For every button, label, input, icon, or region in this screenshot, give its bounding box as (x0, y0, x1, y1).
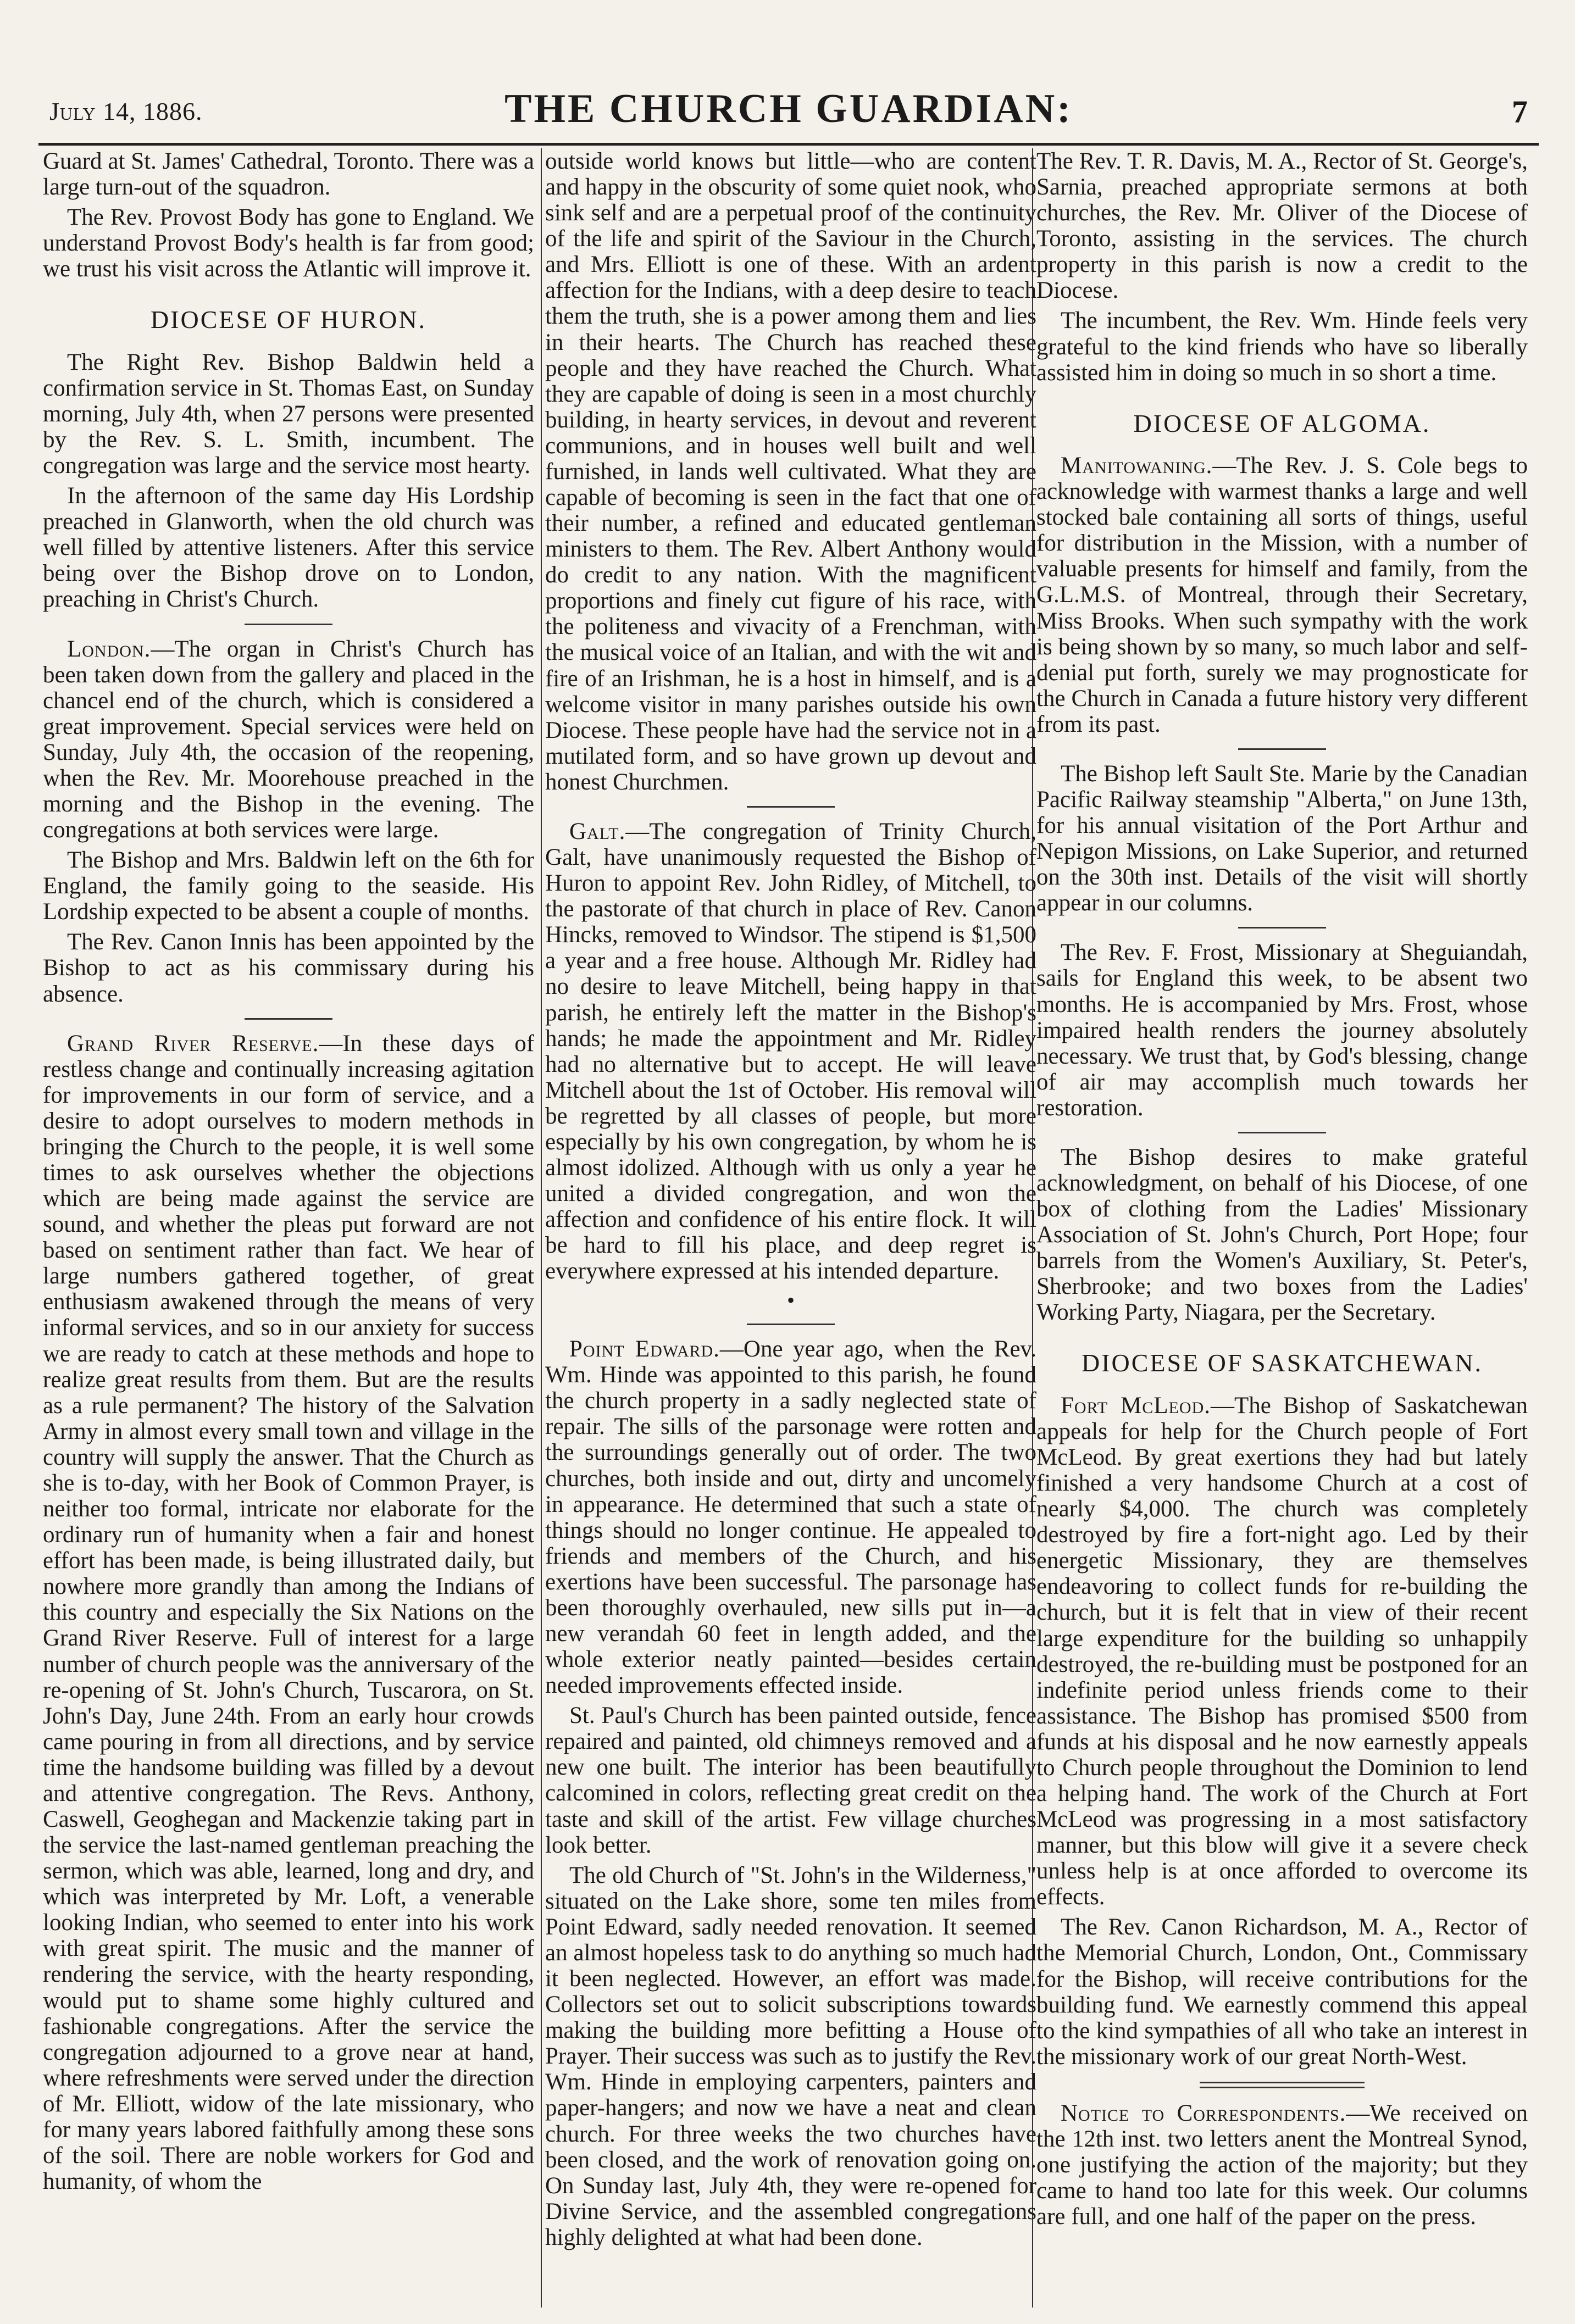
separator (1238, 1132, 1326, 1133)
column-3 (1036, 148, 1528, 2308)
column-2 (545, 148, 1036, 2308)
paragraph: The incumbent, the Rev. Wm. Hinde feels very grateful to the kind friends who have so liberally assisted him in doing so much in so short a time. (1036, 308, 1528, 386)
double-rule (1200, 2082, 1365, 2088)
item-lead: Manitowaning. (1061, 453, 1213, 479)
separator (747, 1324, 835, 1325)
paragraph: The Rev. T. R. Davis, M. A., Rector of St. George's, Sarnia, preached appropriate sermons at both churches, the Rev. Mr. Oliver of the Diocese of Toronto, assisting in the services. The church property in this parish is now a credit to the Diocese. (1036, 148, 1528, 304)
item-lead: Galt. (569, 818, 626, 844)
page-number: 7 (1512, 94, 1528, 130)
paragraph: In the afternoon of the same day His Lordship preached in Glanworth, when the old church was well filled by attentive listeners. After this service being over the Bishop drove on to London, preaching in Christ's Church. (43, 483, 534, 613)
item-lead: Point Edward. (569, 1336, 720, 1363)
paragraph: Notice to Correspondents.—We received on the 12th inst. two letters anent the Montreal Synod, one justifying the action of the majority; but they came to hand too late for this week. Our columns are full, and one half of the paper on the press. (1036, 2100, 1528, 2230)
column-1 (43, 148, 534, 2308)
section-heading-huron: DIOCESE OF HURON. (150, 305, 427, 334)
paragraph: outside world knows but little—who are content and happy in the obscurity of some quiet nook, who sink self and are a perpetual proof of the continuity of the life and spirit of the Saviour in the Church, and Mrs. Elliott is one of these. With an ardent affection for the Indians, with a deep desire to teach them the truth, she is a power among them and lies in their hearts. The Church has reached these people and they have reached the Church. What they are capable of doing is seen in a most churchly building, in hearty services, in devout and reverent communions, and in houses well built and well furnished, in lands well cultivated. What they are capable of becoming is seen in the fact that one of their number, a refined and educated gentleman ministers to them. The Rev. Albert Anthony would do credit to any nation. With the magnificent proportions and finely cut figure of his race, with the politeness and vivacity of a Frenchman, with the musical voice of an Italian, and with the wit and fire of an Irishman, he is a host in himself, and is a welcome visitor in many parishes outside his own Diocese. These people have had the service not in a mutilated form, and so have grown up devout and honest Churchmen. (545, 148, 1036, 795)
separator (245, 624, 332, 625)
section-heading-saskatchewan: DIOCESE OF SASKATCHEWAN. (1081, 1349, 1483, 1377)
newspaper-title: THE CHURCH GUARDIAN: (504, 86, 1073, 131)
separator (747, 806, 835, 808)
item-lead: London. (67, 636, 151, 662)
paragraph: The old Church of "St. John's in the Wilderness," situated on the Lake shore, some ten miles from Point Edward, sadly needed renovation. It seemed an almost hopeless task to do anything so much had it been neglected. However, an effort was made. Collectors set out to solicit subscriptions towards making the building more befitting a House of Prayer. Their success was such as to justify the Rev. Wm. Hinde in employing carpenters, painters and paper-hangers; and now we have a neat and clean church. For three weeks the two churches have been closed, and the work of renovation going on. On Sunday last, July 4th, they were re-opened for Divine Service, and the assembled congregations highly delighted at what had been done. (545, 1862, 1036, 2250)
separator (1238, 927, 1326, 929)
paragraph: The Rev. Canon Richardson, M. A., Rector of the Memorial Church, London, Ont., Commissary for the Bishop, will receive contributions for the building fund. We earnestly commend this appeal to the kind sympathies of all who take an interest in the missionary work of our great North-West. (1036, 1914, 1528, 2070)
paragraph: Guard at St. James' Cathedral, Toronto. There was a large turn-out of the squadron. (43, 148, 534, 201)
paragraph: The Right Rev. Bishop Baldwin held a confirmation service in St. Thomas East, on Sunday morning, July 4th, when 27 persons were presented by the Rev. S. L. Smith, incumbent. The congregation was large and the service most hearty. (43, 349, 534, 479)
column-rule (541, 148, 542, 2308)
paragraph: St. Paul's Church has been painted outside, fence repaired and painted, old chimneys removed and a new one built. The interior has been beautifully calcomined in colors, reflecting great credit on the taste and skill of the artist. Few village churches look better. (545, 1703, 1036, 1858)
masthead (38, 82, 1539, 146)
paragraph: The Bishop and Mrs. Baldwin left on the 6th for England, the family going to the seaside. His Lordship expected to be absent a couple of months. (43, 847, 534, 925)
section-heading-algoma: DIOCESE OF ALGOMA. (1133, 409, 1431, 437)
separator (1238, 748, 1326, 750)
paragraph: Manitowaning.—The Rev. J. S. Cole begs to acknowledge with warmest thanks a large and well stocked bale containing all sorts of things, useful for distribution in the Mission, with a number of valuable presents for himself and family, from the G.L.M.S. of Montreal, through their Secretary, Miss Brooks. When such sympathy with the work is being shown by so many, so much labor and self-denial put forth, surely we may prognosticate for the Church in Canada a future history very different from its past. (1036, 453, 1528, 737)
separator (245, 1018, 332, 1020)
paragraph: The Rev. F. Frost, Missionary at Sheguiandah, sails for England this week, to be absent two months. He is accompanied by Mrs. Frost, whose impaired health renders the journey absolutely necessary. We trust that, by God's blessing, change of air may accomplish much towards her restoration. (1036, 939, 1528, 1121)
paragraph: Fort McLeod.—The Bishop of Saskatchewan appeals for help for the Church people of Fort McLeod. By great exertions they had but lately finished a very handsome Church at a cost of nearly $4,000. The church was completely destroyed by fire a fort-night ago. Led by their energetic Missionary, they are themselves endeavoring to collect funds for re-building the church, but it is felt that in view of their recent large expenditure for the building so unhappily destroyed, the re-building must be postponed for an indefinite period unless friends come to their assistance. The Bishop has promised $500 from funds at his disposal and he now earnestly appeals to Church people throughout the Dominion to lend a helping hand. The work of the Church at Fort McLeod was progressing in a most satisfactory manner, but this blow will give it a severe check unless help is at once afforded to overcome its effects. (1036, 1392, 1528, 1910)
paragraph: Galt.—The congregation of Trinity Church, Galt, have unanimously requested the Bishop of Huron to appoint Rev. John Ridley, of Mitchell, to the pastorate of that church in place of Rev. Canon Hincks, removed to Windsor. The stipend is $1,500 a year and a free house. Although Mr. Ridley had no desire to leave Mitchell, being happy in that parish, he entirely left the matter in the Bishop's hands; he made the appointment and Mr. Ridley had no alternative but to accept. He will leave Mitchell about the 1st of October. His removal will be regretted by all classes of people, but more especially by his own congregation, by whom he is almost idolized. Although with us only a year he united a divided congregation, and won the affection and confidence of his entire flock. It will be hard to fill his place, and deep regret is everywhere expressed at his intended departure. (545, 818, 1036, 1285)
paragraph: The Bishop left Sault Ste. Marie by the Canadian Pacific Railway steamship "Alberta," on June 13th, for his annual visitation of the Port Arthur and Nepigon Missions, on Lake Superior, and returned on the 30th inst. Details of the visit will shortly appear in our columns. (1036, 760, 1528, 916)
paragraph: London.—The organ in Christ's Church has been taken down from the gallery and placed in the chancel end of the church, which is considered a great improvement. Special services were held on Sunday, July 4th, the occasion of the reopening, when the Rev. Mr. Moorehouse preached in the morning and the Bishop in the evening. The congregations at both services were large. (43, 636, 534, 843)
paragraph: The Rev. Canon Innis has been appointed by the Bishop to act as his commissary during his absence. (43, 929, 534, 1007)
item-lead: Notice to Correspondents. (1061, 2100, 1346, 2126)
paragraph: The Rev. Provost Body has gone to England. We understand Provost Body's health is far from good; we trust his visit across the Atlantic will improve it. (43, 204, 534, 282)
issue-date: July 14, 1886. (49, 97, 203, 125)
item-lead: Fort McLeod. (1061, 1392, 1211, 1419)
bullet-ornament: • (786, 1288, 795, 1313)
paragraph: Point Edward.—One year ago, when the Rev. Wm. Hinde was appointed to this parish, he found the church property in a sadly neglected state of repair. The sills of the parsonage were rotten and the surroundings generally out of order. The two churches, both inside and out, dirty and uncomely in appearance. He determined that such a state of things should no longer continue. He appealed to friends and members of the Church, and his exertions have been successful. The parsonage has been thoroughly overhauled, new sills put in—a new verandah 60 feet in length added, and the whole exterior neatly painted—besides certain needed improvements effected inside. (545, 1336, 1036, 1699)
item-lead: Grand River Reserve. (67, 1030, 319, 1057)
paragraph: The Bishop desires to make grateful acknowledgment, on behalf of his Diocese, of one box of clothing from the Ladies' Missionary Association of St. John's Church, Port Hope; four barrels from the Women's Auxiliary, St. Peter's, Sherbrooke; and two boxes from the Ladies' Working Party, Niagara, per the Secretary. (1036, 1144, 1528, 1326)
paragraph: Grand River Reserve.—In these days of restless change and continually increasing agitation for improvements in our form of service, and a desire to adopt ourselves to modern methods in bringing the Church to the people, it is well some times to ask ourselves whether the objections which are being made against the service are sound, and whether the pleas put forward are not based on sentiment rather than fact. We hear of large numbers gathered together, of great enthusiasm awakened through the means of very informal services, and so in our anxiety for success we are ready to catch at these methods and hope to realize great results from them. But are the results as a rule permanent? The history of the Salvation Army in almost every small town and village in the country will supply the answer. That the Church as she is to-day, with her Book of Common Prayer, is neither too formal, intricate nor elaborate for the ordinary run of humanity when a fair and honest effort has been made, is being illustrated daily, but nowhere more grandly than among the Indians of this country and especially the Six Nations on the Grand River Reserve. Full of interest for a large number of church people was the anniversary of the re-opening of St. John's Church, Tuscarora, on St. John's Day, June 24th. From an early hour crowds came pouring in from all directions, and by service time the handsome building was filled by a devout and attentive congregation. The Revs. Anthony, Caswell, Geoghegan and Mackenzie taking part in the service the last-named gentleman preaching the sermon, which was able, learned, long and dry, and which was interpreted by Mr. Loft, a venerable looking Indian, who seemed to enter into his work with great spirit. The music and the manner of rendering the service, with the hearty responding, would put to shame some highly cultured and fashionable congregations. After the service the congregation adjourned to a grove near at hand, where refreshments were served under the direction of Mr. Elliott, widow of the late missionary, who for many years labored faithfully among these sons of the soil. There are noble workers for God and humanity, of whom the (43, 1030, 534, 2195)
